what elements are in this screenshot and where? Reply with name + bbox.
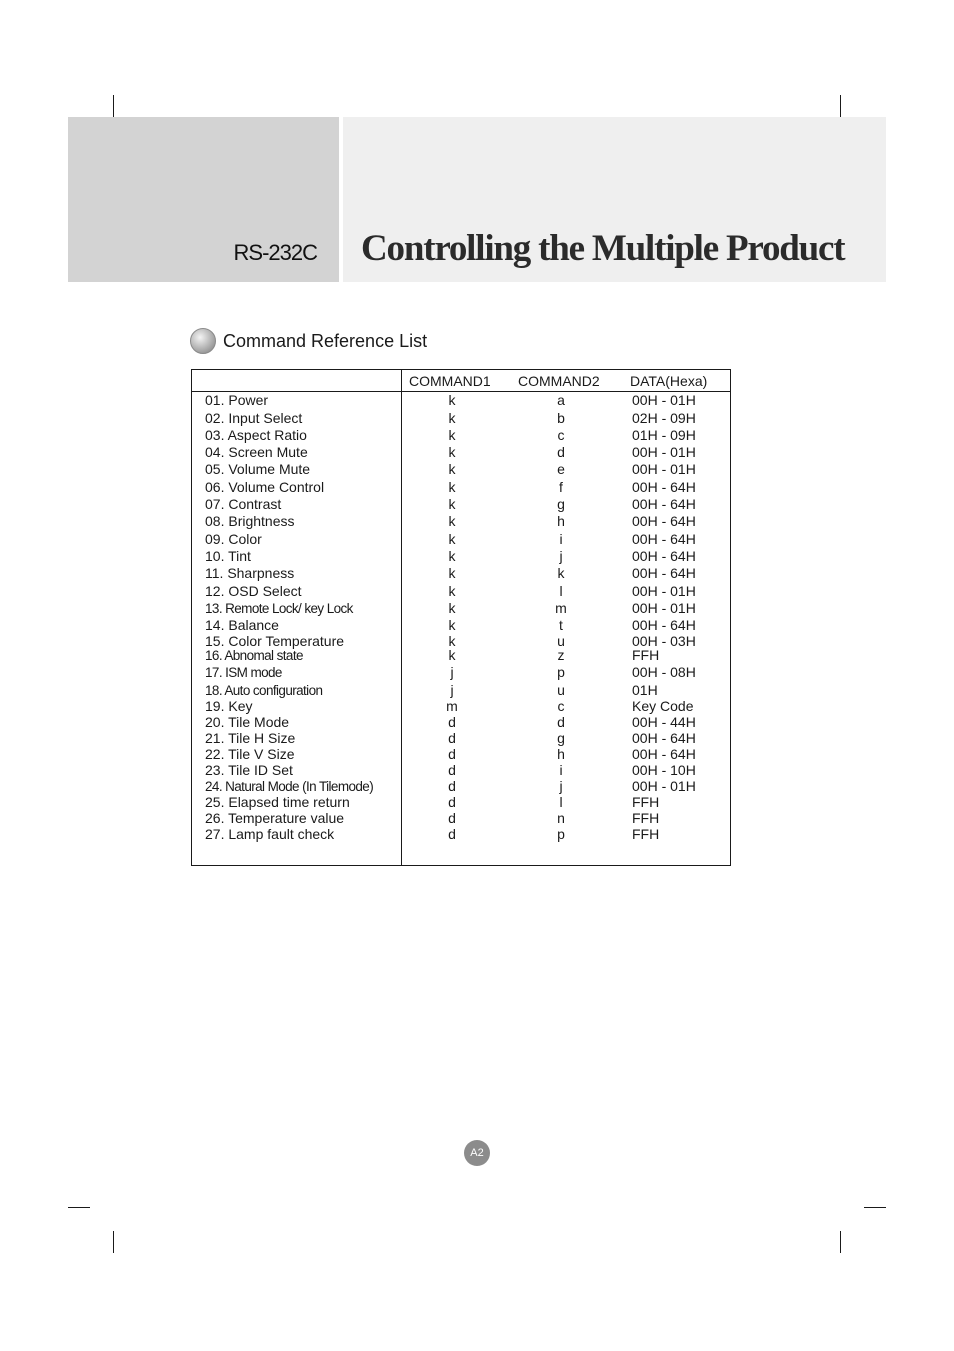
command1-cell: k (448, 647, 456, 663)
command1-cell: d (448, 746, 456, 762)
table-row (192, 479, 730, 496)
table-row (192, 496, 730, 513)
data-hexa-cell: 00H - 01H (632, 461, 696, 477)
command1-cell: m (446, 698, 458, 714)
bullet-icon (190, 328, 216, 354)
command-name-cell: 13. Remote Lock/ key Lock (205, 601, 353, 616)
command-name-cell: 14. Balance (205, 617, 279, 633)
command2-cell: n (557, 810, 565, 826)
command-table (191, 369, 731, 866)
command2-cell: m (555, 600, 567, 616)
command-name-cell: 04. Screen Mute (205, 444, 308, 460)
command-name-cell: 15. Color Temperature (205, 633, 345, 649)
command2-cell: b (557, 410, 565, 426)
command-name-cell: 17. ISM mode (205, 665, 282, 680)
data-hexa-cell: 01H - 09H (632, 427, 696, 443)
command1-cell: k (448, 531, 456, 547)
data-hexa-cell: 00H - 03H (632, 633, 696, 649)
command2-cell: z (557, 647, 565, 663)
crop-mark (840, 1231, 841, 1253)
table-row (192, 583, 730, 600)
command-name-cell: 12. OSD Select (205, 583, 302, 599)
sub-heading-text: Command Reference List (223, 330, 428, 351)
data-hexa-cell: 00H - 01H (632, 392, 696, 408)
data-hexa-cell: FFH (632, 794, 660, 810)
data-hexa-cell: 00H - 64H (632, 548, 696, 564)
table-row (192, 531, 730, 548)
table-row (192, 762, 730, 779)
command-name-cell: 24. Natural Mode (In Tilemode) (205, 779, 374, 794)
command-name-cell: 10. Tint (205, 548, 251, 564)
data-hexa-cell: 00H - 01H (632, 600, 696, 616)
table-row (192, 600, 730, 617)
command-name-cell: 07. Contrast (205, 496, 282, 512)
data-hexa-cell: 00H - 01H (632, 583, 696, 599)
command1-cell: j (450, 664, 454, 680)
command-name-cell: 22. Tile V Size (205, 746, 295, 762)
command2-cell: l (559, 794, 563, 810)
table-row (192, 461, 730, 478)
command-name-cell: 21. Tile H Size (205, 730, 296, 746)
command1-cell: j (450, 682, 454, 698)
command2-cell: u (557, 682, 565, 698)
command-name-cell: 20. Tile Mode (205, 714, 290, 730)
command2-cell: k (557, 565, 565, 581)
command-name-cell: 26. Temperature value (205, 810, 345, 826)
command2-cell: e (557, 461, 565, 477)
command2-cell: l (559, 583, 563, 599)
command-name-cell: 08. Brightness (205, 513, 295, 529)
data-hexa-cell: FFH (632, 647, 660, 663)
table-row (192, 513, 730, 530)
table-row (192, 410, 730, 427)
data-hexa-cell: 00H - 08H (632, 664, 696, 680)
column-header-command1: COMMAND1 (409, 373, 491, 389)
command1-cell: d (448, 730, 456, 746)
data-hexa-cell: 00H - 64H (632, 513, 696, 529)
command1-cell: d (448, 794, 456, 810)
command-name-cell: 25. Elapsed time return (205, 794, 350, 810)
command1-cell: k (448, 496, 456, 512)
section-tag: RS-232C (233, 240, 317, 265)
command-name-cell: 06. Volume Control (205, 479, 325, 495)
command-name-cell: 01. Power (205, 392, 269, 408)
command-name-cell: 27. Lamp fault check (205, 826, 335, 842)
page-number-badge: A2 (464, 1140, 490, 1166)
command1-cell: d (448, 762, 456, 778)
command1-cell: d (448, 778, 456, 794)
command2-cell: g (557, 496, 565, 512)
table-row (192, 826, 730, 843)
command1-cell: k (448, 427, 456, 443)
command-name-cell: 16. Abnomal state (205, 648, 303, 663)
data-hexa-cell: 00H - 64H (632, 730, 696, 746)
data-hexa-cell: 01H (632, 682, 658, 698)
table-row (192, 617, 730, 634)
table-row (192, 392, 730, 409)
table-row (192, 682, 730, 699)
command2-cell: c (557, 698, 565, 714)
command2-cell: u (557, 633, 565, 649)
data-hexa-cell: 00H - 01H (632, 778, 696, 794)
command1-cell: k (448, 565, 456, 581)
command1-cell: k (448, 600, 456, 616)
command2-cell: t (559, 617, 563, 633)
command1-cell: k (448, 410, 456, 426)
data-hexa-cell: 02H - 09H (632, 410, 696, 426)
command-name-cell: 11. Sharpness (205, 565, 295, 581)
table-row (192, 647, 730, 664)
data-hexa-cell: 00H - 64H (632, 496, 696, 512)
command2-cell: f (559, 479, 563, 495)
command1-cell: k (448, 633, 456, 649)
crop-mark (113, 1231, 114, 1253)
data-hexa-cell: FFH (632, 826, 660, 842)
sub-heading (190, 327, 427, 355)
command1-cell: k (448, 479, 456, 495)
table-row (192, 664, 730, 681)
data-hexa-cell: 00H - 64H (632, 479, 696, 495)
command-name-cell: 05. Volume Mute (205, 461, 311, 477)
table-row (192, 548, 730, 565)
command1-cell: d (448, 810, 456, 826)
table-row (192, 794, 730, 811)
column-header-command2: COMMAND2 (518, 373, 600, 389)
data-hexa-cell: Key Code (632, 698, 694, 714)
command2-cell: a (557, 392, 565, 408)
command-name-cell: 02. Input Select (205, 410, 303, 426)
data-hexa-cell: 00H - 64H (632, 531, 696, 547)
table-row (192, 810, 730, 827)
command2-cell: h (557, 513, 565, 529)
data-hexa-cell: 00H - 64H (632, 746, 696, 762)
table-row (192, 698, 730, 715)
table-row (192, 565, 730, 582)
header-left-panel (68, 117, 339, 282)
command2-cell: g (557, 730, 565, 746)
command2-cell: i (559, 531, 563, 547)
table-row (192, 730, 730, 747)
table-row (192, 427, 730, 444)
page-title: Controlling the Multiple Product (361, 228, 845, 269)
command-name-cell: 03. Aspect Ratio (205, 427, 307, 443)
command-name-cell: 18. Auto configuration (205, 683, 323, 698)
command1-cell: k (448, 617, 456, 633)
command-name-cell: 19. Key (205, 698, 253, 714)
command2-cell: d (557, 444, 565, 460)
data-hexa-cell: 00H - 44H (632, 714, 696, 730)
command1-cell: k (448, 513, 456, 529)
header-right-panel (343, 117, 886, 282)
command1-cell: d (448, 714, 456, 730)
data-hexa-cell: FFH (632, 810, 660, 826)
table-row (192, 746, 730, 763)
data-hexa-cell: 00H - 64H (632, 565, 696, 581)
command2-cell: p (557, 826, 565, 842)
command-name-cell: 09. Color (205, 531, 262, 547)
data-hexa-cell: 00H - 01H (632, 444, 696, 460)
crop-mark (864, 1207, 886, 1208)
command1-cell: d (448, 826, 456, 842)
table-row (192, 714, 730, 731)
command1-cell: k (448, 583, 456, 599)
command1-cell: k (448, 444, 456, 460)
command2-cell: j (559, 548, 563, 564)
data-hexa-cell: 00H - 64H (632, 617, 696, 633)
data-hexa-cell: 00H - 10H (632, 762, 696, 778)
column-header-data: DATA(Hexa) (630, 373, 708, 389)
command1-cell: k (448, 461, 456, 477)
command2-cell: j (559, 778, 563, 794)
command2-cell: c (557, 427, 565, 443)
crop-mark (840, 95, 841, 117)
command2-cell: h (557, 746, 565, 762)
command2-cell: d (557, 714, 565, 730)
table-row (192, 778, 730, 795)
command2-cell: i (559, 762, 563, 778)
command1-cell: k (448, 548, 456, 564)
table-row (192, 444, 730, 461)
crop-mark (113, 95, 114, 117)
command2-cell: p (557, 664, 565, 680)
command1-cell: k (448, 392, 456, 408)
command-name-cell: 23. Tile ID Set (205, 762, 293, 778)
crop-mark (68, 1207, 90, 1208)
